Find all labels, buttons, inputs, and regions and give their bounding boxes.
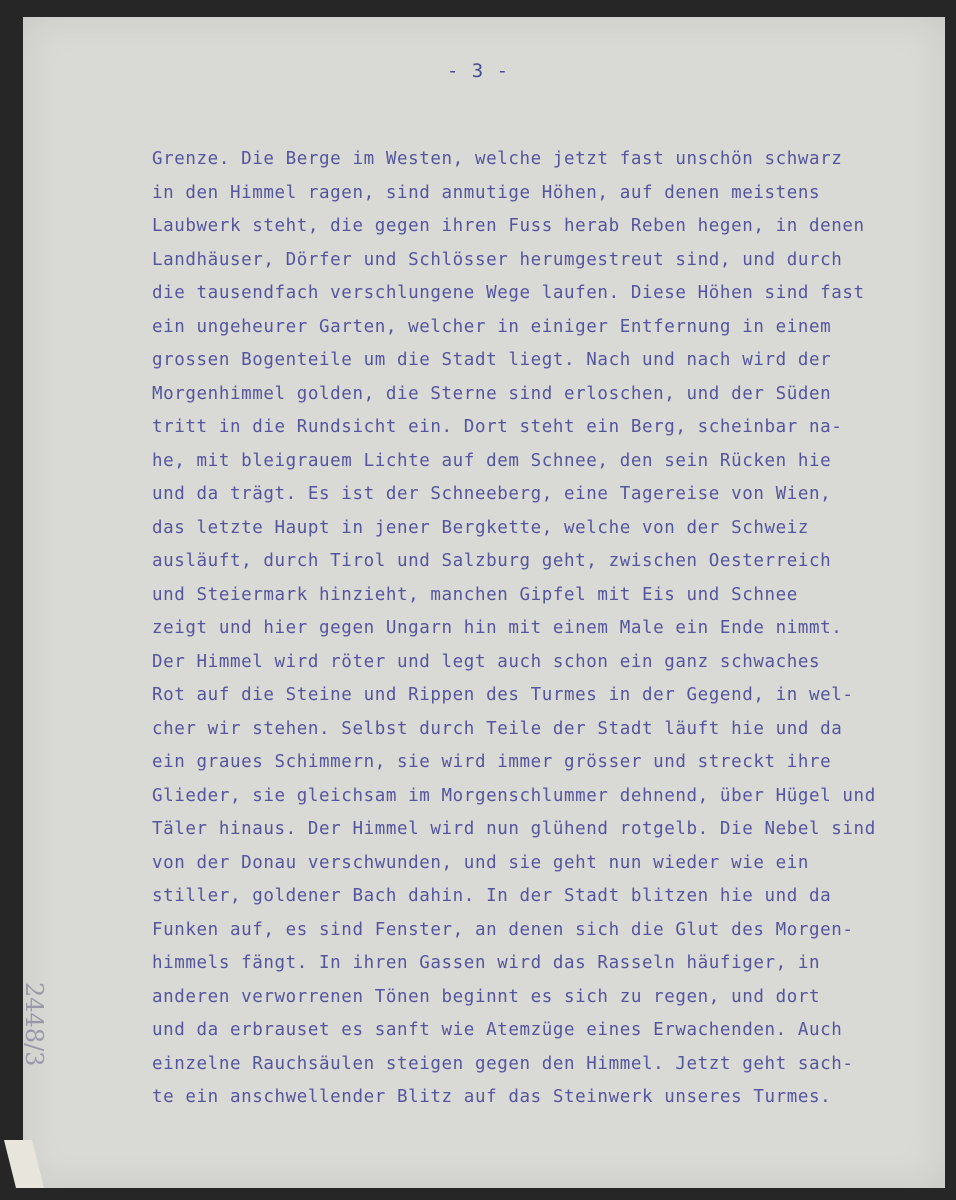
text-line: himmels fängt. In ihren Gassen wird das Rasseln häufiger, in: [152, 953, 821, 973]
text-line: he, mit bleigrauem Lichte auf dem Schnee, den sein Rücken hie: [152, 450, 832, 471]
text-line: Glieder, sie gleichsam im Morgenschlummer dehnend, über Hügel und: [152, 785, 876, 806]
archive-mark-text: 2448/3: [20, 982, 48, 1067]
text-line: te ein anschwellender Blitz auf das Steinwerk unseres Turmes.: [152, 1087, 832, 1107]
text-line: Landhäuser, Dörfer und Schlösser herumgestreut sind, und durch: [152, 249, 843, 270]
text-line: die tausendfach verschlungene Wege laufen. Diese Höhen sind fast: [152, 283, 865, 303]
text-line: zeigt und hier gegen Ungarn hin mit einem Male ein Ende nimmt.: [152, 618, 843, 638]
text-line: und da erbrauset es sanft wie Atemzüge eines Erwachenden. Auch: [152, 1020, 843, 1040]
typed-text-block: [152, 143, 876, 1115]
text-line: von der Donau verschwunden, und sie geht nun wieder wie ein: [152, 852, 810, 873]
text-line: das letzte Haupt in jener Bergkette, welche von der Schweiz: [152, 517, 810, 538]
text-line: stiller, goldener Bach dahin. In der Stadt blitzen hie und da: [152, 886, 832, 906]
text-line: grossen Bogenteile um die Stadt liegt. Nach und nach wird der: [152, 350, 832, 370]
text-line: anderen verworrenen Tönen beginnt es sich zu regen, und dort: [152, 986, 821, 1007]
text-line: und Steiermark hinzieht, manchen Gipfel mit Eis und Schnee: [152, 584, 798, 605]
archive-pencil-mark: [0, 982, 48, 1067]
text-line: Morgenhimmel golden, die Sterne sind erloschen, und der Süden: [152, 383, 832, 404]
text-line: Rot auf die Steine und Rippen des Turmes in der Gegend, in wel-: [152, 685, 854, 705]
text-line: und da trägt. Es ist der Schneeberg, eine Tagereise von Wien,: [152, 484, 832, 504]
text-line: ein ungeheurer Garten, welcher in einiger Entfernung in einem: [152, 316, 832, 337]
page-number: - 3 -: [446, 60, 510, 82]
text-line: Der Himmel wird röter und legt auch schon ein ganz schwaches: [152, 651, 821, 672]
text-line: tritt in die Rundsicht ein. Dort steht ein Berg, scheinbar na-: [152, 417, 843, 437]
text-line: Funken auf, es sind Fenster, an denen sich die Glut des Morgen-: [152, 919, 854, 940]
text-line: cher wir stehen. Selbst durch Teile der Stadt läuft hie und da: [152, 718, 843, 739]
text-line: einzelne Rauchsäulen steigen gegen den Himmel. Jetzt geht sach-: [152, 1053, 854, 1074]
text-line: ein graues Schimmern, sie wird immer grösser und streckt ihre: [152, 752, 832, 772]
text-line: Täler hinaus. Der Himmel wird nun glühend rotgelb. Die Nebel sind: [152, 819, 876, 839]
text-line: in den Himmel ragen, sind anmutige Höhen, auf denen meistens: [152, 182, 821, 203]
text-line: Laubwerk steht, die gegen ihren Fuss herab Reben hegen, in denen: [152, 216, 865, 236]
text-line: ausläuft, durch Tirol und Salzburg geht, zwischen Oesterreich: [152, 551, 832, 571]
text-line: Grenze. Die Berge im Westen, welche jetzt fast unschön schwarz: [152, 149, 843, 169]
